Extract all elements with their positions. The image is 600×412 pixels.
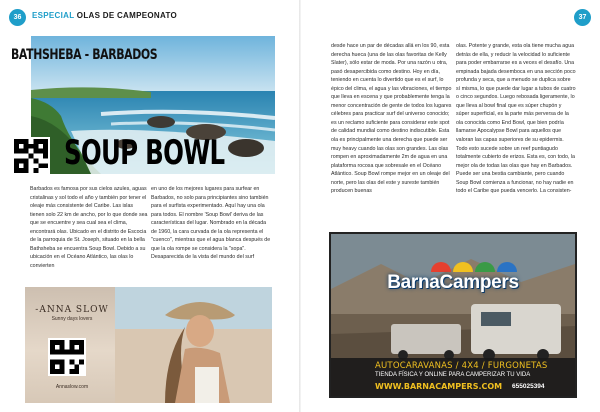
location-label: BATHSHEBA - BARBADOS [11, 47, 158, 63]
ad-qr-code [48, 338, 86, 376]
article-column-3 [331, 42, 454, 196]
brand-tagline: Sunny days lovers [51, 316, 93, 322]
qr-code [12, 137, 50, 175]
page-number-left: 36 [9, 9, 26, 26]
section-title: OLAS DE CAMPEONATO [76, 11, 178, 20]
article-paragraph: Barbados es famosa por sus cielos azules, aguas cristalinas y sol todo el año y también por tener el oleaje más consistente del Caribe. Las islas tienen solo 22 km de ancho, por lo que donde sea que se encuentre y sea cual sea el clima, encontrará olas. Ubicado en el distrito de Escocia de la parroquia de St. Joseph, situado en la bella Bathsheba se encuentra Soup Bowl. Debido a su ubicación en el Océano Atlántico, las olas lo convierten [30, 186, 148, 269]
page-gutter [299, 0, 301, 412]
article-paragraph: olas. Potente y grande, esta ola tiene mucha agua detrás de ella, y reducir la velocidad lo suficiente para poder embarrarse es a veces el desafío. Una empinada bajada desemboca en una sección poco profunda y seca, que a menudo se duplica sobre sí misma, lo que puede dar lugar a tubos de cuatro o cinco segundos. Luego rebosada ligeramente, lo que lleva al bowl final que es súper chupón y súper superficial, es la parte más perversa de la ola conocida como End Bowl, que bien podría llamarse Apocalypse Bowl para aquellos que valoran las capas superiores de su epidermis. Todo esto sucede sobre un reef puntiagudo totalmente cubierto de erizos. Esta es, con todo, la mejor ola de todas las olas que hay en Barbados. Puede ser una bestia cambiante, pero cuando Soup Bowl comienza a funcionar, no hay nadie en todo el Caribe que pueda vencerlo. La consisten- [456, 43, 576, 195]
advertisement-anna-slow[interactable] [25, 287, 272, 403]
article-headline: SOUP BOWL [64, 133, 225, 173]
page-number-right: 37 [574, 9, 591, 26]
ad-tagline: TIENDA FÍSICA Y ONLINE PARA CAMPERIZAR TU VIDA [375, 372, 531, 378]
advertisement-barnacampers[interactable] [329, 232, 577, 398]
ad-phone[interactable]: 655025394 [512, 383, 545, 390]
article-column-2 [151, 185, 271, 262]
ad-services: AUTOCARAVANAS / 4X4 / FURGONETAS [375, 361, 548, 371]
ad-brand [33, 305, 111, 322]
article-column-1 [30, 185, 148, 270]
article-paragraph: desde hace un par de décadas allá en los 90, esta derecha hueca (una de las olas favoritas de Kelly Slater), sólo estar de moda. Por una razón u otra, pasó desapercibida como destino. Hoy en día, teniendo en cuenta lo divertido que es el surf, lo épico del clima, el agua y las vibraciones, el tiempo que lleva en escena y que probablemente tenga la menor concentración de gente de todos los lugares célebres para practicar surf del universo conocido; es un reclamo suficiente para considerar este spot de calidad mundial como destino indiscutible. Esta ola es principalmente una derecha que puede ser muy heavy cuando las olas son grandes. Las olas rompen en aproximadamente 2m de agua en una plataforma rocosa que sobresale en el Océano Atlántico. Soup Bowl rompe mejor en un oleaje del norte, pero las olas del este y sureste también producen buenas [331, 43, 452, 195]
ad-url[interactable]: WWW.BARNACAMPERS.COM [375, 382, 503, 391]
ad-logo: BarnaCampers [387, 272, 519, 293]
section-header [32, 11, 177, 20]
article-column-4 [456, 42, 576, 196]
article-paragraph: en uno de los mejores lugares para surfear en Barbados, no solo para principiantes sino también para el surfista experimentado. Aquí hay una ola para todos. El nombre 'Soup Bowl' deriva de las características del lugar. Nombrado en la década de 1960, la cara curvada de la ola representa el "cuenco", mientras que el agua blanca después de que la ola rompe se considera la "sopa". Desaparecida de la vista del mundo del surf [151, 186, 271, 261]
ad-url[interactable]: Annaslow.com [55, 384, 89, 390]
section-label: ESPECIAL [32, 11, 75, 20]
brand-name: -ANNA SLOW [35, 305, 109, 315]
